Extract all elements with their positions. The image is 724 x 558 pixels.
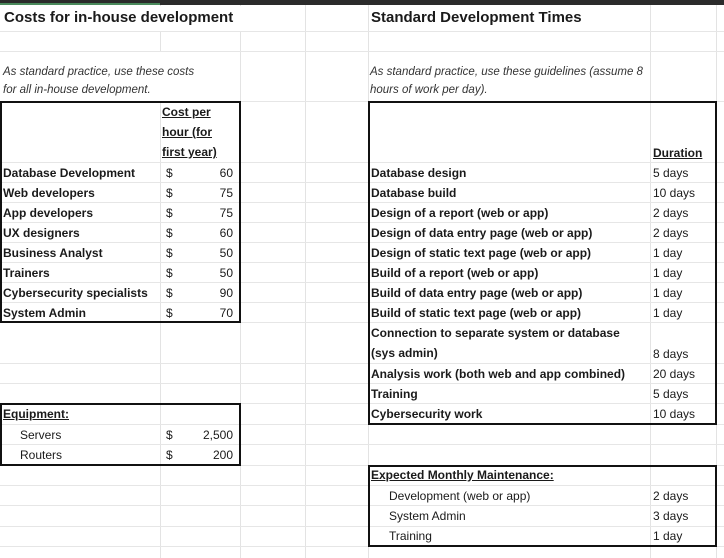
table-row-task[interactable]: Design of static text page (web or app): [371, 246, 592, 260]
table-row-duration[interactable]: 1 day: [653, 286, 683, 300]
table-row-cost[interactable]: 60: [219, 166, 233, 180]
costs-note-line2: for all in-house development.: [3, 84, 151, 96]
table-row-role[interactable]: Business Analyst: [3, 246, 103, 260]
currency-symbol: $: [166, 286, 173, 300]
table-row-cost[interactable]: 60: [219, 226, 233, 240]
table-row-duration[interactable]: 1 day: [653, 246, 683, 260]
table-row-task[interactable]: Cybersecurity work: [371, 407, 483, 421]
currency-symbol: $: [166, 186, 173, 200]
table-row-task[interactable]: Build of a report (web or app): [371, 266, 539, 280]
table-row-duration[interactable]: 5 days: [653, 387, 689, 401]
table-row-role[interactable]: Database Development: [3, 166, 136, 180]
equipment-title: Equipment:: [3, 407, 69, 421]
costs-title: Costs for in-house development: [4, 9, 234, 26]
equipment-item[interactable]: Routers: [20, 448, 63, 462]
table-row-duration[interactable]: 5 days: [653, 166, 689, 180]
maintenance-duration[interactable]: 3 days: [653, 509, 689, 523]
currency-symbol: $: [166, 226, 173, 240]
table-row-duration[interactable]: 20 days: [653, 367, 696, 381]
currency-symbol: $: [166, 246, 173, 260]
table-row-task[interactable]: Database build: [371, 186, 457, 200]
cost-header-line3: first year): [162, 145, 217, 159]
table-row-role[interactable]: App developers: [3, 206, 94, 220]
table-row-task[interactable]: Training: [371, 387, 418, 401]
table-row-cost[interactable]: 75: [219, 186, 233, 200]
currency-symbol: $: [166, 306, 173, 320]
table-row-task-cont[interactable]: (sys admin): [371, 346, 438, 360]
times-note-line2: hours of work per day).: [370, 84, 488, 96]
table-row-duration[interactable]: 2 days: [653, 226, 689, 240]
currency-symbol: $: [166, 448, 173, 462]
table-row-cost[interactable]: 90: [219, 286, 233, 300]
maintenance-duration[interactable]: 1 day: [653, 529, 683, 543]
table-row-duration[interactable]: 2 days: [653, 206, 689, 220]
currency-symbol: $: [166, 428, 173, 442]
table-row-cost[interactable]: 70: [219, 306, 233, 320]
table-row-task[interactable]: Build of static text page (web or app): [371, 306, 582, 320]
table-row-role[interactable]: Web developers: [3, 186, 95, 200]
maintenance-item[interactable]: System Admin: [389, 509, 466, 523]
times-title: Standard Development Times: [371, 9, 582, 26]
table-row-duration[interactable]: 1 day: [653, 266, 683, 280]
maintenance-title: Expected Monthly Maintenance:: [371, 468, 554, 482]
table-row-task[interactable]: Design of data entry page (web or app): [371, 226, 593, 240]
table-row-role[interactable]: Cybersecurity specialists: [3, 286, 148, 300]
equipment-cost[interactable]: 200: [212, 448, 233, 462]
maintenance-duration[interactable]: 2 days: [653, 489, 689, 503]
currency-symbol: $: [166, 206, 173, 220]
cost-header-line2: hour (for: [162, 125, 212, 139]
table-row-task[interactable]: Design of a report (web or app): [371, 206, 549, 220]
table-row-role[interactable]: System Admin: [3, 306, 86, 320]
table-row-task[interactable]: Build of data entry page (web or app): [371, 286, 583, 300]
table-row-task[interactable]: Connection to separate system or database: [371, 326, 620, 340]
table-row-task[interactable]: Database design: [371, 166, 467, 180]
table-row-cost[interactable]: 50: [219, 246, 233, 260]
currency-symbol: $: [166, 266, 173, 280]
costs-note-line1: As standard practice, use these costs: [3, 66, 195, 78]
maintenance-item[interactable]: Training: [389, 529, 432, 543]
table-row-duration[interactable]: 10 days: [653, 186, 696, 200]
gridline: [0, 31, 724, 32]
table-row-duration[interactable]: 8 days: [653, 347, 689, 361]
maintenance-item[interactable]: Development (web or app): [389, 489, 531, 503]
table-row-duration[interactable]: 10 days: [653, 407, 696, 421]
table-row-role[interactable]: UX designers: [3, 226, 80, 240]
table-row-role[interactable]: Trainers: [3, 266, 50, 280]
table-row-task[interactable]: Analysis work (both web and app combined): [371, 367, 626, 381]
cost-header-line1: Cost per: [162, 105, 211, 119]
table-row-cost[interactable]: 50: [219, 266, 233, 280]
times-note-line1: As standard practice, use these guidelines (assume 8: [370, 66, 643, 78]
currency-symbol: $: [166, 166, 173, 180]
duration-header: Duration: [653, 146, 703, 160]
table-row-cost[interactable]: 75: [219, 206, 233, 220]
table-row-duration[interactable]: 1 day: [653, 306, 683, 320]
equipment-cost[interactable]: 2,500: [202, 428, 233, 442]
equipment-item[interactable]: Servers: [20, 428, 62, 442]
